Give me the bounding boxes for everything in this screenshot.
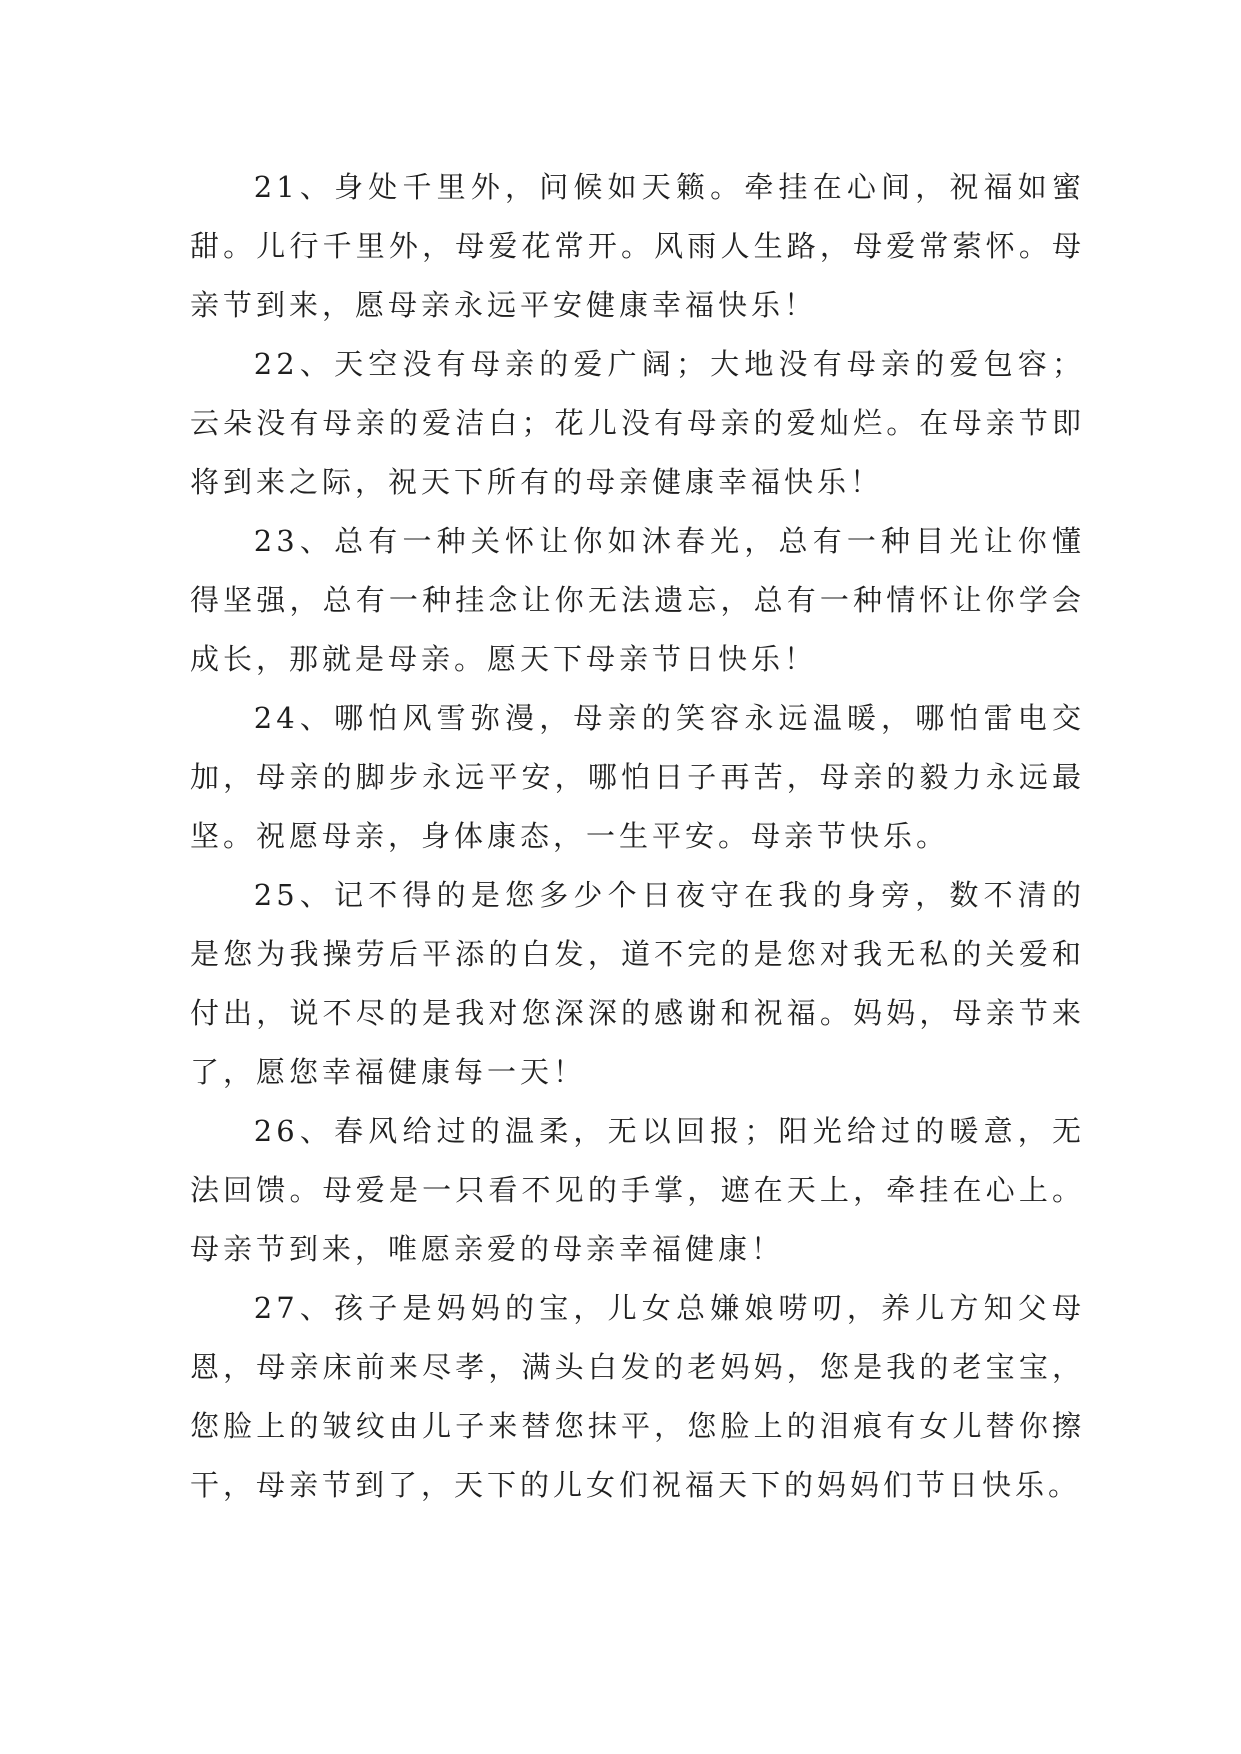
paragraph-21: 21、身处千里外，问候如天籁。牵挂在心间，祝福如蜜甜。儿行千里外，母爱花常开。风雨人生路，母爱常萦怀。母亲节到来，愿母亲永远平安健康幸福快乐！ (190, 170, 1085, 322)
paragraph-27: 27、孩子是妈妈的宝，儿女总嫌娘唠叨，养儿方知父母恩，母亲床前来尽孝，满头白发的老妈妈，您是我的老宝宝，您脸上的皱纹由儿子来替您抹平，您脸上的泪痕有女儿替你擦干，母亲节到了，天下的儿女们祝福天下的妈妈们节日快乐。 (190, 1291, 1085, 1502)
paragraph-26: 26、春风给过的温柔，无以回报；阳光给过的暖意，无法回馈。母爱是一只看不见的手掌，遮在天上，牵挂在心上。母亲节到来，唯愿亲爱的母亲幸福健康！ (190, 1114, 1085, 1266)
document-body (190, 158, 1085, 1515)
paragraph-22: 22、天空没有母亲的爱广阔；大地没有母亲的爱包容；云朵没有母亲的爱洁白；花儿没有母亲的爱灿烂。在母亲节即将到来之际，祝天下所有的母亲健康幸福快乐！ (190, 347, 1085, 499)
paragraph-25: 25、记不得的是您多少个日夜守在我的身旁，数不清的是您为我操劳后平添的白发，道不完的是您对我无私的关爱和付出，说不尽的是我对您深深的感谢和祝福。妈妈，母亲节来了，愿您幸福健康每一天！ (190, 878, 1085, 1089)
paragraph-24: 24、哪怕风雪弥漫，母亲的笑容永远温暖，哪怕雷电交加，母亲的脚步永远平安，哪怕日子再苦，母亲的毅力永远最坚。祝愿母亲，身体康态，一生平安。母亲节快乐。 (190, 701, 1085, 853)
paragraph-23: 23、总有一种关怀让你如沐春光，总有一种目光让你懂得坚强，总有一种挂念让你无法遗忘，总有一种情怀让你学会成长，那就是母亲。愿天下母亲节日快乐！ (190, 524, 1085, 676)
